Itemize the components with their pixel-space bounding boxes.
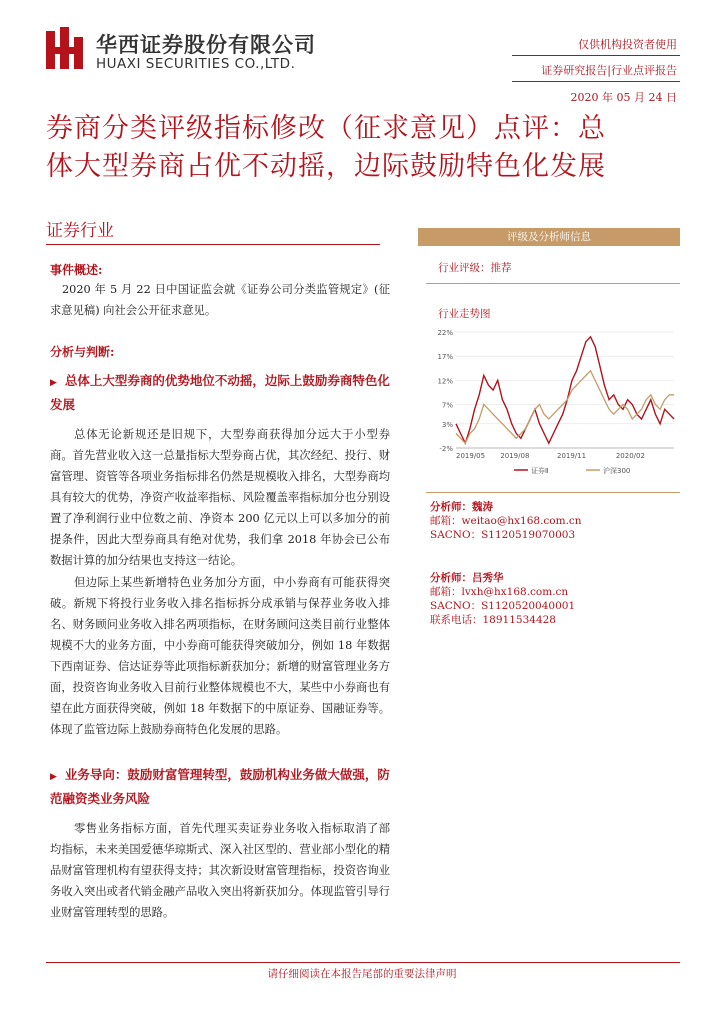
analysis-heading: 分析与判断:	[50, 345, 115, 359]
audience-note: 仅供机构投资者使用	[578, 38, 677, 51]
report-type: 证券研究报告|行业点评报告	[541, 64, 677, 77]
triangle-bullet-icon: ▶	[50, 378, 57, 388]
sidebar-divider-1	[426, 283, 680, 284]
company-name-en: HUAXI SECURITIES CO.,LTD.	[96, 56, 296, 72]
header-divider-1	[512, 55, 680, 56]
analyst-1-sac: SACNO：S1120519070003	[430, 529, 576, 541]
company-name-cn: 华西证券股份有限公司	[96, 33, 316, 57]
y-tick-label: 3%	[441, 420, 453, 429]
y-tick-label: 12%	[437, 377, 453, 386]
point1-title	[50, 370, 390, 415]
event-text: 2020 年 5 月 22 日中国证监会就《证券公司分类监管规定》(征求意见稿) 向社会公开征求意见。	[50, 283, 390, 317]
legend-label: 证券Ⅱ	[531, 467, 549, 475]
x-tick-label: 2019/05	[456, 452, 486, 460]
report-date: 2020 年 05 月 24 日	[570, 91, 677, 104]
x-tick-label: 2020/02	[615, 452, 645, 460]
analyst-1-email[interactable]: 邮箱：weitao@hx168.com.cn	[430, 515, 582, 527]
huaxi-logo-icon	[46, 27, 90, 71]
point2-title	[50, 764, 390, 809]
point1-title-text: 总体上大型券商的优势地位不动摇，边际上鼓励券商特色化发展	[50, 373, 390, 412]
industry-rating: 行业评级：推荐	[438, 262, 512, 274]
sidebar-divider-2	[426, 492, 680, 493]
analyst-1-name: 分析师：魏涛	[430, 501, 493, 513]
report-title-line1: 券商分类评级指标修改（征求意见）点评：总	[46, 113, 606, 144]
point2-title-text: 业务导向：鼓励财富管理转型，鼓励机构业务做大做强，防范融资类业务风险	[50, 767, 390, 806]
y-tick-label: 17%	[437, 353, 453, 362]
series-line-securities	[456, 337, 674, 443]
industry-trend-chart	[426, 324, 680, 480]
y-tick-label: 22%	[437, 329, 453, 337]
analyst-2-name: 分析师：吕秀华	[430, 572, 504, 584]
header-divider-2	[512, 81, 680, 82]
report-title-line2: 体大型券商占优不动摇，边际鼓励特色化发展	[46, 151, 606, 182]
chart-title: 行业走势图	[438, 308, 491, 320]
y-tick-label: 7%	[441, 401, 453, 410]
analyst-2	[430, 571, 575, 627]
point1-para2: 但边际上某些新增特色业务加分方面，中小券商有可能获得突破。新规下将投行业务收入排名指标拆分成承销与保荐业务收入排名、财务顾问业务收入排名两项指标，在财务顾问这类目前行业整体规模不大的业务方面，中小券商可能获得突破加分，例如 18 年数据下西南证券、信达证券等此项指标新获加分；新增的财富管理业务方面，投资咨询业务收入目前行业整体规模也不大，某些中小券商也有望在此方面获得突破，例如 18 年数据下的中原证券、国融证券等。体现了监管边际上鼓励券商特色化发展的思路。	[50, 576, 390, 736]
report-title	[46, 110, 686, 186]
triangle-bullet-icon: ▶	[50, 772, 57, 782]
y-tick-label: -2%	[439, 445, 453, 453]
point1-para1: 总体无论新规还是旧规下，大型券商获得加分远大于小型券商。首先营业收入这一总量指标大型券商占优，其次经纪、投行、财富管理、资管等各项业务指标排名仍然是规模收入排名，大型券商均具有较大的优势，净资产收益率指标、风险覆盖率指标加分也分别设置了净利润行业中位数之前、净资本 200 亿元以上可以多加分的前提条件，因此大型券商具有绝对优势，我们拿 2018 年协会已公布数据计算的加分结果也支持这一结论。	[50, 428, 390, 567]
x-tick-label: 2019/11	[556, 452, 587, 460]
footer-divider	[46, 962, 680, 963]
sector-divider	[46, 244, 380, 245]
sidebar-header: 评级及分析师信息	[418, 228, 680, 246]
analyst-2-phone: 联系电话：18911534428	[430, 614, 556, 626]
sector-label: 证券行业	[46, 221, 114, 241]
event-heading: 事件概述:	[50, 263, 103, 277]
analyst-2-email[interactable]: 邮箱：lvxh@hx168.com.cn	[430, 586, 569, 598]
legal-notice[interactable]: 请仔细阅读在本报告尾部的重要法律声明	[267, 968, 457, 980]
analyst-2-sac: SACNO：S1120520040001	[430, 600, 576, 612]
legend-label: 沪深300	[603, 467, 631, 475]
analyst-1	[430, 500, 582, 542]
x-tick-label: 2019/08	[500, 452, 530, 460]
point2-para1: 零售业务指标方面，首先代理买卖证券业务收入指标取消了部均指标，未来美国爱德华琼斯式、深入社区型的、营业部小型化的精品财富管理机构有望获得支持；其次新设财富管理指标，投资咨询业务收入突出或者代销金融产品收入突出将新获加分。体现监管引导行业财富管理转型的思路。	[50, 822, 390, 919]
